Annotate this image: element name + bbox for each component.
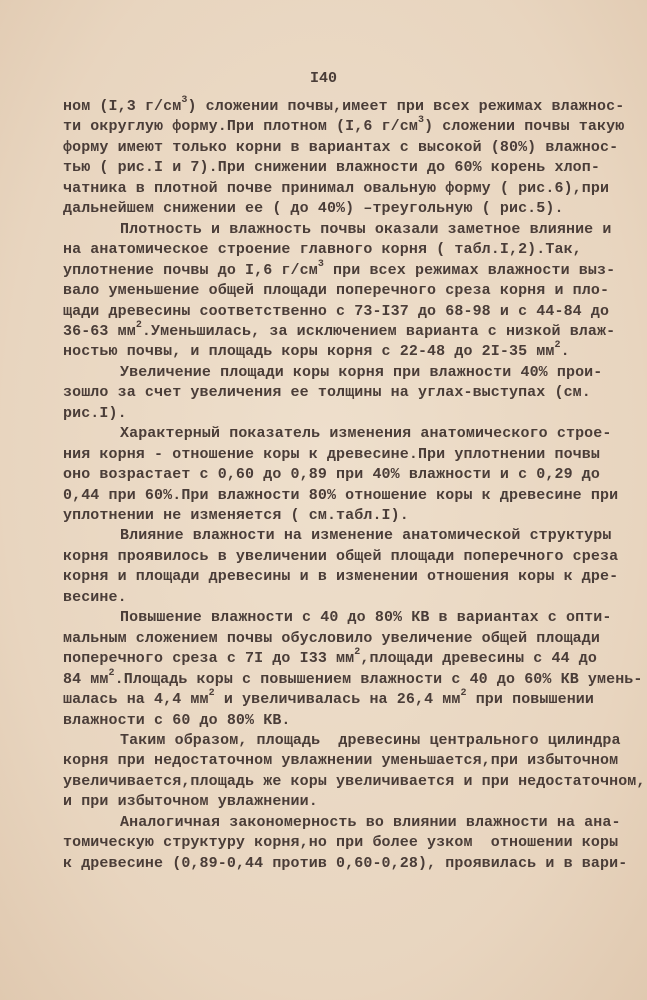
text-line — [63, 548, 618, 566]
text-segment: влажности с 60 до 80% КВ. — [63, 711, 291, 729]
text-line — [63, 752, 618, 770]
superscript: 2 — [554, 340, 561, 352]
text-segment: уплотнении не изменяется ( см.табл.I). — [63, 507, 409, 524]
text-segment: и при избыточном увлажнении. — [63, 793, 318, 811]
superscript: 2 — [208, 688, 215, 700]
text-segment: ти округлую форму.При плотном (I,6 г/см — [63, 118, 418, 136]
text-line — [63, 384, 591, 402]
text-segment: 36-63 мм — [63, 322, 136, 340]
paragraph-first-line — [120, 527, 611, 545]
text-segment: ном (I,3 г/см — [63, 98, 182, 115]
text-line — [63, 487, 618, 505]
text-line — [63, 200, 564, 218]
paragraph-first-line — [120, 814, 621, 832]
text-segment: 84 мм — [63, 670, 109, 688]
text-segment: к древесине (0,89-0,44 против 0,60-0,28), проявилась и в вари- — [63, 854, 628, 872]
text-segment: ,площади древесины с 44 до — [360, 650, 597, 668]
text-line — [63, 568, 618, 586]
paragraph-first-line — [120, 609, 611, 627]
text-segment: 0,44 при 60%.При влажности 80% отношение коры к древесине при — [63, 486, 619, 504]
text-segment: шалась на 4,4 мм — [63, 691, 209, 709]
paragraph-first-line — [120, 732, 621, 750]
text-line — [63, 139, 618, 157]
text-segment: дальнейшем снижении ее ( до 40%) –треугольную ( рис.5). — [63, 200, 564, 218]
text-segment: Влияние влажности на изменение анатомической структуры — [120, 527, 612, 545]
text-segment: и увеличивалась на 26,4 мм — [214, 691, 461, 709]
text-line — [63, 466, 600, 484]
text-segment: тью ( рис.I и 7).При снижении влажности до 60% корень хлоп- — [63, 159, 600, 177]
text-segment: вало уменьшение общей площади поперечного среза корня и пло- — [63, 282, 610, 300]
text-segment: Аналогичная закономерность во влиянии влажности на ана- — [120, 813, 621, 831]
text-segment: оно возрастает с 0,60 до 0,89 при 40% влажности и с 0,29 до — [63, 466, 600, 484]
superscript: 3 — [417, 115, 425, 127]
text-line — [63, 303, 609, 321]
text-line — [63, 589, 127, 607]
text-line — [63, 319, 616, 341]
superscript: 3 — [317, 258, 324, 270]
text-line — [63, 180, 609, 198]
text-segment: весине. — [63, 588, 127, 606]
text-line — [63, 855, 627, 873]
superscript: 2 — [460, 688, 467, 700]
text-line — [63, 647, 597, 668]
text-line — [63, 241, 582, 259]
text-segment: корня при недостаточном увлажнении уменьшается,при избыточном — [63, 752, 619, 770]
text-segment: поперечного среза с 7I до I33 мм — [63, 650, 355, 668]
text-line — [63, 688, 595, 709]
text-segment: .Площадь коры с повышением влажности с 40 до 60% КВ умень- — [114, 670, 643, 688]
superscript: 2 — [354, 647, 361, 659]
text-segment: щади древесины соответственно с 73-I37 до 68-98 и с 44-84 до — [63, 302, 610, 320]
text-line — [63, 712, 291, 730]
text-line — [63, 282, 609, 300]
text-segment: . — [560, 343, 570, 361]
text-line — [63, 115, 625, 136]
text-segment: ) сложении почвы такую — [424, 118, 625, 136]
paragraph-first-line — [120, 364, 602, 382]
paragraph-first-line — [120, 425, 611, 443]
text-segment: .Уменьшилась, за исключением варианта с низкой влаж- — [141, 322, 616, 340]
superscript: 2 — [135, 319, 142, 331]
text-segment: Повышение влажности с 40 до 80% КВ в вариантах с опти- — [120, 609, 612, 627]
text-segment: корня и площади древесины и в изменении отношения коры к дре- — [63, 568, 619, 586]
page-number: I40 — [309, 70, 337, 87]
text-segment: мальным сложением почвы обусловило увеличение общей площади — [63, 629, 600, 647]
text-segment: ностью почвы, и площадь коры корня с 22-48 до 2I-35 мм — [63, 343, 555, 361]
text-segment: томическую структуру корня,но при более узком отношении коры — [63, 834, 619, 852]
text-line — [63, 405, 127, 423]
text-segment: чатника в плотной почве принимал овальную форму ( рис.6),при — [63, 179, 610, 197]
text-segment: при всех режимах влажности выз- — [323, 261, 616, 279]
superscript: 2 — [108, 667, 115, 679]
text-segment: на анатомическое строение главного корня ( табл.I,2).Так, — [63, 241, 582, 259]
text-line — [63, 630, 600, 648]
text-line — [63, 446, 600, 464]
text-line — [63, 507, 409, 525]
text-segment: корня проявилось в увеличении общей площади поперечного среза — [63, 547, 619, 565]
paragraph-first-line — [120, 221, 611, 239]
text-segment: при повышении — [466, 691, 595, 709]
text-line — [63, 159, 600, 177]
text-segment: Увеличение площади коры корня при влажности 40% прои- — [120, 363, 603, 381]
text-segment: форму имеют только корни в вариантах с высокой (80%) влажнос- — [63, 138, 619, 156]
superscript: 3 — [181, 95, 188, 106]
text-segment: зошло за счет увеличения ее толщины на углах-выступах (см. — [63, 384, 591, 402]
text-line — [63, 834, 618, 852]
text-segment: уплотнение почвы до I,6 г/см — [63, 261, 318, 279]
text-segment: Плотность и влажность почвы оказали заметное влияние и — [120, 220, 612, 238]
text-segment: ния корня - отношение коры к древесине.При уплотнении почвы — [63, 445, 600, 463]
text-segment: увеличивается,площадь же коры увеличивается и при недостаточном, — [63, 772, 646, 790]
text-segment: ) сложении почвы,имеет при всех режимах влажнос- — [187, 98, 625, 115]
text-segment: Таким образом, площадь древесины центрального цилиндра — [120, 731, 621, 749]
text-segment: Характерный показатель изменения анатомического строе- — [120, 425, 612, 443]
text-line — [63, 773, 646, 791]
text-line — [63, 667, 643, 689]
text-line — [63, 95, 625, 116]
text-line — [63, 340, 570, 361]
text-line — [63, 258, 616, 280]
text-line — [63, 793, 318, 811]
text-segment: рис.I). — [63, 404, 127, 422]
